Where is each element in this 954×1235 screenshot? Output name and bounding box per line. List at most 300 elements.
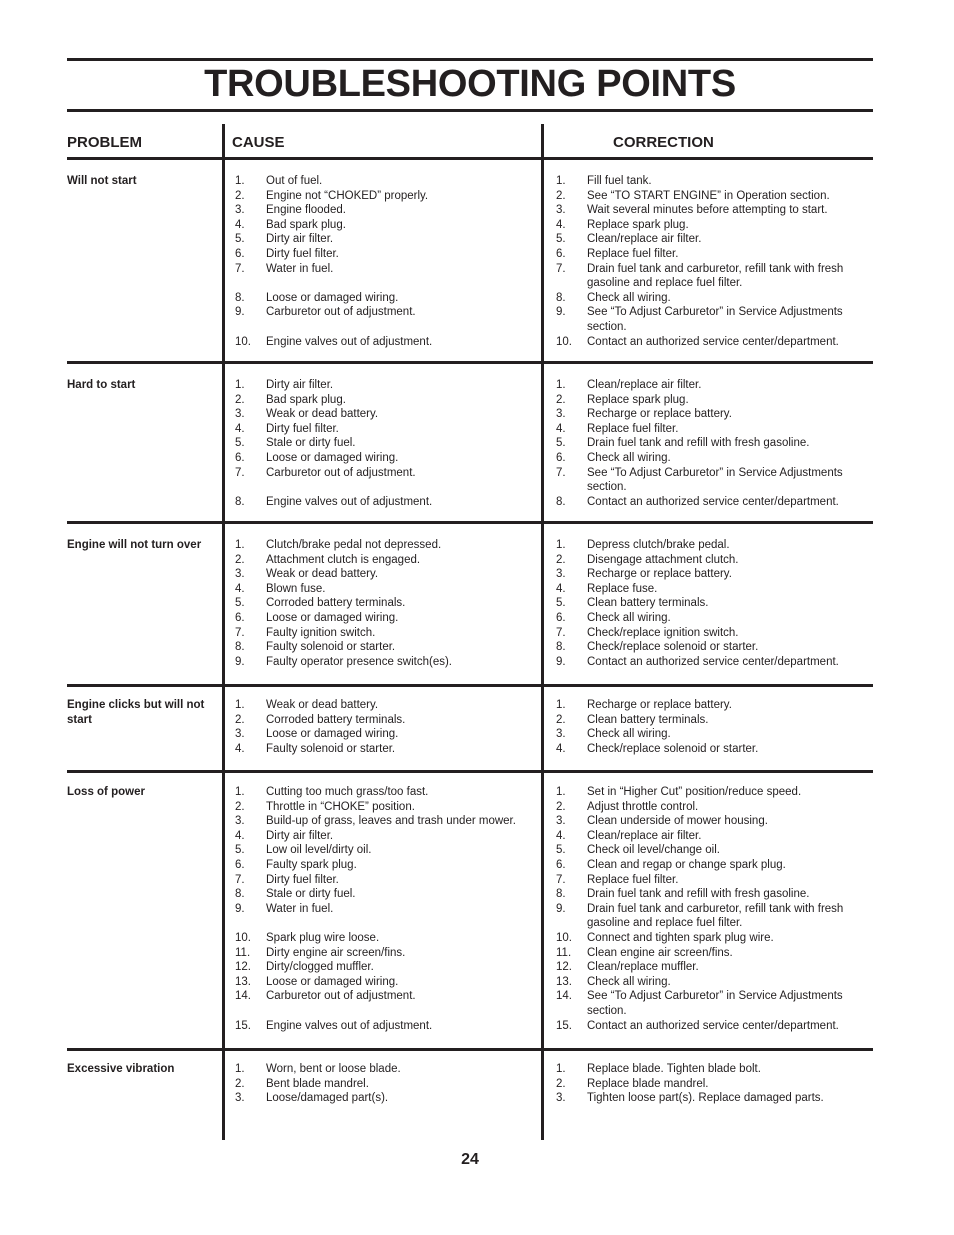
cause-text: Loose or damaged wiring. (266, 975, 399, 988)
cause-text: Carburetor out of adjustment. (266, 306, 416, 319)
correction-text: Drain fuel tank and refill with fresh gasoline. (587, 437, 810, 450)
correction-item (556, 553, 871, 568)
cause-number: 7. (235, 466, 245, 479)
correction-item (556, 975, 871, 990)
correction-number: 1. (556, 175, 566, 187)
cause-item (235, 393, 535, 408)
cause-item (235, 989, 535, 1004)
cause-item (235, 291, 535, 306)
correction-text: Replace spark plug. (587, 393, 689, 406)
cause-text: Loose or damaged wiring. (266, 728, 399, 741)
correction-text: Replace fuel filter. (587, 247, 679, 260)
correction-item (556, 495, 871, 510)
correction-number: 2. (556, 800, 566, 813)
correction-number: 5. (556, 844, 566, 857)
cause-text: Engine not “CHOKED” properly. (266, 189, 429, 202)
cause-item (235, 189, 535, 204)
cause-number: 8. (235, 641, 245, 654)
correction-number: 7. (556, 466, 566, 479)
correction-text: Replace fuel filter. (587, 422, 679, 435)
correction-item (556, 858, 871, 873)
correction-text: Recharge or replace battery. (587, 699, 732, 711)
correction-list (556, 538, 871, 669)
cause-text: Water in fuel. (266, 902, 334, 915)
correction-text: Clean engine air screen/fins. (587, 946, 733, 959)
title-top-rule (67, 58, 873, 61)
cause-text: Dirty fuel filter. (266, 422, 339, 435)
cause-text: Corroded battery terminals. (266, 713, 406, 726)
correction-number: 1. (556, 1063, 566, 1075)
correction-number: 9. (556, 902, 566, 915)
correction-item (556, 611, 871, 626)
correction-text: Fill fuel tank. (587, 175, 652, 187)
cause-item (235, 466, 535, 481)
correction-number: 4. (556, 829, 566, 842)
cause-text: Bad spark plug. (266, 393, 346, 406)
cause-text: Loose or damaged wiring. (266, 291, 399, 304)
cause-number: 1. (235, 786, 245, 798)
cause-number: 6. (235, 858, 245, 871)
cause-number: 9. (235, 655, 245, 668)
correction-number: 3. (556, 408, 566, 421)
correction-text: Recharge or replace battery. (587, 408, 732, 421)
correction-item (556, 727, 871, 742)
cause-text: Corroded battery terminals. (266, 597, 406, 610)
cause-number: 3. (235, 204, 245, 217)
cause-list (235, 1062, 535, 1106)
correction-number: 2. (556, 713, 566, 726)
correction-item (556, 189, 871, 204)
correction-number: 9. (556, 655, 566, 668)
correction-number: 12. (556, 961, 572, 974)
correction-number: 8. (556, 641, 566, 654)
correction-text: Clean/replace air filter. (587, 379, 702, 391)
cause-text: Bad spark plug. (266, 218, 346, 231)
cause-number: 1. (235, 1063, 245, 1075)
correction-number: 1. (556, 379, 566, 391)
row-divider (67, 770, 873, 773)
correction-item (556, 1019, 871, 1034)
cause-text: Loose or damaged wiring. (266, 451, 399, 464)
cause-number: 9. (235, 306, 245, 319)
title-bottom-rule (67, 109, 873, 112)
cause-item (235, 931, 535, 946)
correction-text: Drain fuel tank and carburetor, refill tank with fresh gasoline and replace fuel filter. (587, 262, 844, 290)
cause-text: Dirty engine air screen/fins. (266, 946, 406, 959)
cause-list (235, 174, 535, 349)
correction-item (556, 247, 871, 262)
correction-text: Check all wiring. (587, 611, 671, 624)
cause-item (235, 829, 535, 844)
cause-number: 6. (235, 611, 245, 624)
correction-item (556, 800, 871, 815)
cause-text: Carburetor out of adjustment. (266, 990, 416, 1003)
correction-item (556, 378, 871, 393)
cause-text: Engine flooded. (266, 204, 346, 217)
cause-item (235, 742, 535, 757)
correction-item (556, 203, 871, 218)
cause-item (235, 902, 535, 917)
cause-text: Weak or dead battery. (266, 699, 379, 711)
correction-number: 1. (556, 786, 566, 798)
cause-text: Out of fuel. (266, 175, 323, 187)
cause-number: 2. (235, 393, 245, 406)
cause-text: Dirty/clogged muffler. (266, 961, 374, 974)
cause-item (235, 378, 535, 393)
correction-number: 10. (556, 335, 572, 348)
cause-item (235, 626, 535, 641)
cause-number: 1. (235, 699, 245, 711)
cause-number: 1. (235, 539, 245, 551)
cause-text: Cutting too much grass/too fast. (266, 786, 429, 798)
correction-item (556, 422, 871, 437)
correction-text: Adjust throttle control. (587, 800, 699, 813)
cause-text: Loose or damaged wiring. (266, 611, 399, 624)
correction-text: Clean/replace muffler. (587, 961, 699, 974)
cause-number: 5. (235, 844, 245, 857)
cause-text: Faulty operator presence switch(es). (266, 655, 452, 668)
correction-item (556, 174, 871, 189)
correction-item (556, 436, 871, 451)
header-correction: CORRECTION (613, 134, 714, 151)
cause-number: 1. (235, 379, 245, 391)
cause-text: Faulty solenoid or starter. (266, 641, 396, 654)
correction-item (556, 1062, 871, 1077)
correction-number: 5. (556, 597, 566, 610)
cause-number: 3. (235, 568, 245, 581)
cause-text: Worn, bent or loose blade. (266, 1063, 401, 1075)
cause-number: 5. (235, 233, 245, 246)
correction-number: 2. (556, 393, 566, 406)
cause-number: 2. (235, 713, 245, 726)
correction-item (556, 1091, 871, 1106)
correction-item (556, 931, 871, 946)
correction-text: Check/replace solenoid or starter. (587, 742, 759, 755)
cause-text: Engine valves out of adjustment. (266, 1019, 433, 1032)
cause-text: Faulty spark plug. (266, 858, 357, 871)
cause-number: 1. (235, 175, 245, 187)
cause-number: 4. (235, 829, 245, 842)
cause-number: 15. (235, 1019, 251, 1032)
correction-text: Replace fuel filter. (587, 873, 679, 886)
correction-text: See “To Adjust Carburetor” in Service Adjustments section. (587, 990, 843, 1017)
correction-number: 2. (556, 189, 566, 202)
correction-number: 4. (556, 218, 566, 231)
page-number: 24 (461, 1151, 479, 1168)
correction-item (556, 989, 871, 1018)
correction-item (556, 538, 871, 553)
correction-number: 3. (556, 728, 566, 741)
cause-text: Clutch/brake pedal not depressed. (266, 539, 442, 551)
cause-item (235, 567, 535, 582)
correction-number: 3. (556, 815, 566, 828)
correction-number: 4. (556, 422, 566, 435)
correction-number: 11. (556, 946, 572, 959)
cause-number: 8. (235, 495, 245, 508)
correction-text: Contact an authorized service center/department. (587, 495, 839, 508)
cause-item (235, 640, 535, 655)
problem-label: Excessive vibration (67, 1063, 175, 1075)
correction-number: 5. (556, 437, 566, 450)
column-divider-left (222, 124, 225, 1140)
correction-text: Contact an authorized service center/department. (587, 1019, 839, 1032)
cause-text: Dirty air filter. (266, 829, 334, 842)
correction-number: 7. (556, 262, 566, 275)
correction-item (556, 946, 871, 961)
cause-item (235, 1077, 535, 1092)
correction-number: 3. (556, 204, 566, 217)
correction-number: 13. (556, 975, 572, 988)
problem-label: Will not start (67, 175, 137, 187)
correction-number: 14. (556, 990, 572, 1003)
correction-number: 2. (556, 1077, 566, 1090)
problem-label: Hard to start (67, 379, 136, 391)
correction-list (556, 785, 871, 1033)
cause-item (235, 582, 535, 597)
cause-number: 3. (235, 815, 245, 828)
correction-item (556, 640, 871, 655)
correction-text: Check/replace ignition switch. (587, 626, 739, 639)
cause-text: Blown fuse. (266, 582, 326, 595)
cause-item (235, 887, 535, 902)
cause-item (235, 858, 535, 873)
correction-item (556, 393, 871, 408)
cause-list (235, 378, 535, 509)
cause-number: 4. (235, 422, 245, 435)
correction-text: See “To Adjust Carburetor” in Service Adjustments section. (587, 306, 843, 333)
correction-number: 6. (556, 858, 566, 871)
correction-text: Recharge or replace battery. (587, 568, 732, 581)
correction-text: Connect and tighten spark plug wire. (587, 931, 774, 944)
correction-number: 6. (556, 451, 566, 464)
cause-item (235, 800, 535, 815)
correction-number: 4. (556, 742, 566, 755)
cause-text: Attachment clutch is engaged. (266, 553, 421, 566)
cause-text: Spark plug wire loose. (266, 931, 380, 944)
cause-item (235, 655, 535, 670)
correction-item (556, 742, 871, 757)
cause-text: Loose/damaged part(s). (266, 1092, 389, 1105)
correction-item (556, 232, 871, 247)
correction-text: Clean/replace air filter. (587, 233, 702, 246)
cause-item (235, 727, 535, 742)
correction-item (556, 713, 871, 728)
correction-number: 1. (556, 539, 566, 551)
correction-item (556, 902, 871, 931)
cause-item (235, 1091, 535, 1106)
cause-list (235, 538, 535, 669)
correction-text: Wait several minutes before attempting to start. (587, 204, 828, 217)
cause-item (235, 262, 535, 277)
cause-item (235, 451, 535, 466)
cause-text: Stale or dirty fuel. (266, 888, 356, 901)
correction-item (556, 785, 871, 800)
cause-text: Dirty fuel filter. (266, 873, 339, 886)
cause-number: 10. (235, 931, 251, 944)
cause-item (235, 203, 535, 218)
cause-number: 13. (235, 975, 251, 988)
correction-text: Contact an authorized service center/department. (587, 655, 839, 668)
correction-text: Replace blade mandrel. (587, 1077, 709, 1090)
cause-item (235, 407, 535, 422)
correction-number: 6. (556, 611, 566, 624)
cause-list (235, 785, 535, 1033)
correction-number: 5. (556, 233, 566, 246)
cause-text: Weak or dead battery. (266, 408, 379, 421)
cause-item (235, 596, 535, 611)
cause-item (235, 335, 535, 350)
cause-item (235, 495, 535, 510)
correction-number: 10. (556, 931, 572, 944)
cause-number: 3. (235, 728, 245, 741)
correction-number: 4. (556, 582, 566, 595)
correction-text: Check all wiring. (587, 975, 671, 988)
cause-number: 14. (235, 990, 251, 1003)
correction-text: Check oil level/change oil. (587, 844, 720, 857)
cause-text: Weak or dead battery. (266, 568, 379, 581)
correction-text: Clean battery terminals. (587, 713, 709, 726)
correction-item (556, 626, 871, 641)
header-cause: CAUSE (232, 134, 285, 151)
cause-number: 4. (235, 742, 245, 755)
cause-number: 3. (235, 408, 245, 421)
cause-item (235, 174, 535, 189)
correction-list (556, 378, 871, 509)
correction-list (556, 174, 871, 349)
cause-number: 8. (235, 888, 245, 901)
cause-item (235, 975, 535, 990)
cause-text: Throttle in “CHOKE” position. (266, 800, 415, 813)
correction-number: 8. (556, 888, 566, 901)
cause-text: Dirty air filter. (266, 379, 334, 391)
problem-label: Engine clicks but will not start (67, 699, 205, 726)
correction-text: Tighten loose part(s). Replace damaged parts. (587, 1092, 824, 1105)
cause-number: 7. (235, 626, 245, 639)
cause-number: 4. (235, 582, 245, 595)
header-rule (67, 157, 873, 160)
cause-number: 2. (235, 553, 245, 566)
correction-text: Clean/replace air filter. (587, 829, 702, 842)
correction-number: 7. (556, 626, 566, 639)
cause-item (235, 305, 535, 320)
cause-number: 10. (235, 335, 251, 348)
row-divider (67, 1048, 873, 1051)
correction-item (556, 596, 871, 611)
correction-text: Check all wiring. (587, 728, 671, 741)
cause-text: Low oil level/dirty oil. (266, 844, 372, 857)
cause-item (235, 843, 535, 858)
row-divider (67, 684, 873, 687)
cause-number: 2. (235, 800, 245, 813)
correction-item (556, 451, 871, 466)
cause-text: Faulty ignition switch. (266, 626, 376, 639)
cause-text: Dirty fuel filter. (266, 247, 339, 260)
correction-item (556, 843, 871, 858)
correction-item (556, 873, 871, 888)
correction-number: 3. (556, 1092, 566, 1105)
cause-item (235, 814, 535, 829)
correction-item (556, 960, 871, 975)
cause-number: 3. (235, 1092, 245, 1105)
correction-text: Replace fuse. (587, 582, 658, 595)
correction-text: Check/replace solenoid or starter. (587, 641, 759, 654)
correction-text: Clean battery terminals. (587, 597, 709, 610)
correction-number: 8. (556, 291, 566, 304)
cause-item (235, 611, 535, 626)
correction-number: 7. (556, 873, 566, 886)
cause-item (235, 232, 535, 247)
correction-number: 6. (556, 247, 566, 260)
correction-item (556, 218, 871, 233)
cause-item (235, 873, 535, 888)
problem-label: Loss of power (67, 786, 145, 798)
problem-label: Engine will not turn over (67, 539, 202, 551)
cause-number: 5. (235, 597, 245, 610)
correction-text: Clean and regap or change spark plug. (587, 858, 786, 871)
correction-text: Contact an authorized service center/department. (587, 335, 839, 348)
cause-number: 2. (235, 189, 245, 202)
cause-item (235, 247, 535, 262)
cause-item (235, 960, 535, 975)
correction-item (556, 829, 871, 844)
cause-item (235, 553, 535, 568)
cause-text: Dirty air filter. (266, 233, 334, 246)
correction-number: 8. (556, 495, 566, 508)
cause-text: Engine valves out of adjustment. (266, 495, 433, 508)
cause-item (235, 436, 535, 451)
correction-number: 15. (556, 1019, 572, 1032)
cause-text: Water in fuel. (266, 262, 334, 275)
correction-text: See “TO START ENGINE” in Operation section. (587, 189, 830, 202)
correction-number: 3. (556, 568, 566, 581)
cause-number: 7. (235, 873, 245, 886)
column-divider-right (541, 124, 544, 1140)
correction-text: Replace spark plug. (587, 218, 689, 231)
correction-item (556, 655, 871, 670)
cause-item (235, 1062, 535, 1077)
cause-number: 9. (235, 902, 245, 915)
cause-number: 5. (235, 437, 245, 450)
correction-text: Check all wiring. (587, 291, 671, 304)
cause-list (235, 698, 535, 756)
correction-text: Replace blade. Tighten blade bolt. (587, 1063, 761, 1075)
cause-number: 4. (235, 218, 245, 231)
correction-item (556, 582, 871, 597)
header-problem: PROBLEM (67, 134, 142, 151)
cause-text: Build-up of grass, leaves and trash under mower. (266, 815, 516, 828)
correction-text: Drain fuel tank and carburetor, refill tank with fresh gasoline and replace fuel filter. (587, 902, 844, 930)
correction-list (556, 1062, 871, 1106)
cause-number: 6. (235, 451, 245, 464)
cause-item (235, 538, 535, 553)
correction-item (556, 567, 871, 582)
correction-text: Drain fuel tank and refill with fresh gasoline. (587, 888, 810, 901)
correction-text: Clean underside of mower housing. (587, 815, 768, 828)
cause-number: 7. (235, 262, 245, 275)
cause-item (235, 713, 535, 728)
correction-text: Set in “Higher Cut” position/reduce speed. (587, 786, 802, 798)
cause-item (235, 422, 535, 437)
cause-item (235, 218, 535, 233)
correction-text: See “To Adjust Carburetor” in Service Adjustments section. (587, 466, 843, 494)
cause-number: 6. (235, 247, 245, 260)
page-title: TROUBLESHOOTING POINTS (204, 63, 736, 105)
correction-item (556, 291, 871, 306)
correction-number: 9. (556, 306, 566, 319)
correction-item (556, 466, 871, 495)
cause-item (235, 1019, 535, 1034)
row-divider (67, 361, 873, 364)
